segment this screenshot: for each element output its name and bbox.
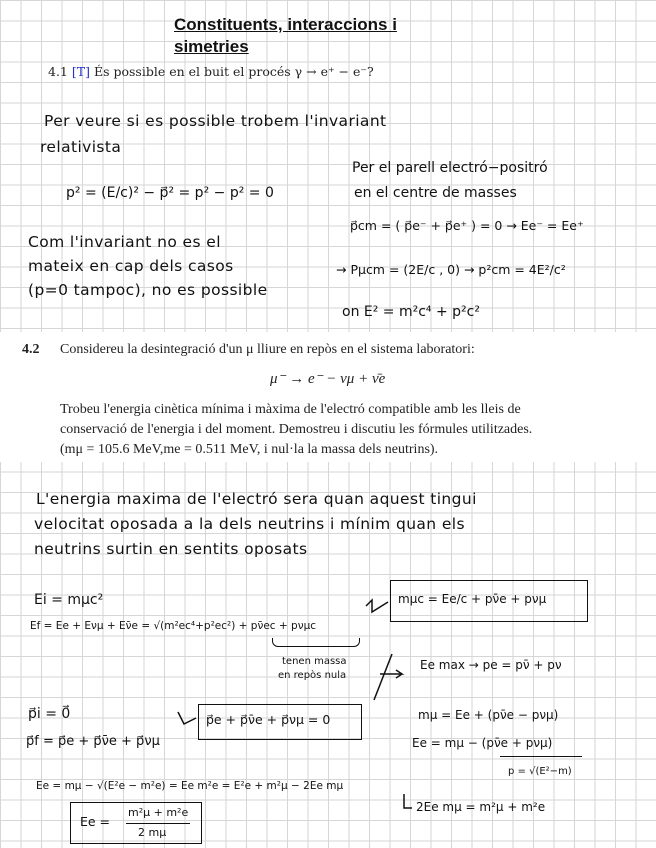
- note-line: Per veure si es possible trobem l'invariant: [44, 112, 387, 130]
- momentum-note: p = √(E²−m): [508, 766, 572, 777]
- derivation-equation: Ee = mμ − √(E²e − m²e) = Ee m²e = E²e + m²μ − 2Ee mμ: [36, 780, 344, 792]
- note-line: mateix en cap dels casos: [28, 257, 234, 275]
- max-energy-condition: Ee max → pe = pν̄ + pν: [420, 658, 562, 672]
- question-tag: [T]: [71, 64, 90, 79]
- electron-energy-equation: Ee = mμ − (pν̄e + pνμ): [412, 736, 553, 750]
- final-result-numerator: m²μ + m²e: [128, 806, 189, 819]
- invariant-equation: p² = (E/c)² − p⃗² = p² − p² = 0: [66, 185, 274, 201]
- question-intro: Considereu la desintegració d'un μ lliure en repòs en el sistema laboratori:: [60, 342, 475, 357]
- note-line: (p=0 tampoc), no es possible: [28, 281, 268, 299]
- question-body-line: conservació de l'energia i del moment. Demostreu i discutiu les fórmules utilitzades.: [60, 422, 533, 437]
- momentum-conservation-box: mμc = Ee/c + pν̄e + pνμ: [398, 592, 547, 606]
- final-energy-equation: Ef = Ee + Eνμ + Eν̄e = √(m²ec⁴+p²ec²) + pν̄ec + pνμc: [30, 620, 317, 632]
- final-relation: 2Ee mμ = m²μ + m²e: [416, 800, 546, 814]
- brace-note: en repòs nula: [278, 670, 347, 681]
- momentum-cm-equation: p⃗cm = ( p⃗e⁻ + p⃗e⁺ ) = 0 → Ee⁻ = Ee⁺: [350, 218, 584, 233]
- question-number: 4.2: [22, 342, 40, 357]
- mass-equation: mμ = Ee + (pν̄e − pνμ): [418, 708, 559, 722]
- note-line: velocitat oposada a la dels neutrins i mínim quan els: [34, 515, 465, 533]
- brace-note: tenen massa: [282, 656, 347, 667]
- arrow-icon: [404, 794, 412, 808]
- four-momentum-equation: → Pμcm = (2E/c , 0) → p²cm = 4E²/c²: [336, 262, 566, 277]
- question-text: És possible en el buit el procés γ → e⁺ − e⁻?: [93, 64, 374, 79]
- note-line: en el centre de masses: [354, 185, 517, 201]
- question-body-line: (mμ = 105.6 MeV,me = 0.511 MeV, i nul·la la massa dels neutrins).: [60, 442, 439, 457]
- note-line: L'energia maxima de l'electró sera quan aquest tingui: [36, 490, 477, 508]
- note-line: neutrins surtin en sentits oposats: [34, 540, 308, 558]
- momentum-sum-box: p⃗e + p⃗ν̄e + p⃗νμ = 0: [206, 712, 331, 727]
- note-line: relativista: [40, 138, 122, 156]
- initial-momentum: p⃗i = 0⃗: [28, 706, 71, 722]
- note-line: Per el parell electró−positró: [352, 160, 548, 176]
- arrow-icon: [366, 600, 388, 612]
- question-body-line: Trobeu l'energia cinètica mínima i màxima de l'electró compatible amb les lleis de: [60, 402, 521, 417]
- arrow-icon: [178, 712, 196, 724]
- question-number: 4.1: [48, 64, 68, 79]
- energy-equation: on E² = m²c⁴ + p²c²: [342, 304, 480, 320]
- slash-line: [374, 654, 392, 700]
- page-title: Constituents, interaccions i simetries: [174, 15, 397, 56]
- decay-reaction: μ⁻ → e⁻ − νμ + ν̄e: [270, 371, 386, 387]
- final-momentum: p⃗f = p⃗e + p⃗ν̄e + p⃗νμ: [26, 734, 160, 749]
- initial-energy-equation: Ei = mμc²: [34, 592, 104, 608]
- final-result-lhs: Ee =: [80, 814, 111, 829]
- note-line: Com l'invariant no es el: [28, 233, 221, 251]
- final-result-denominator: 2 mμ: [138, 826, 167, 839]
